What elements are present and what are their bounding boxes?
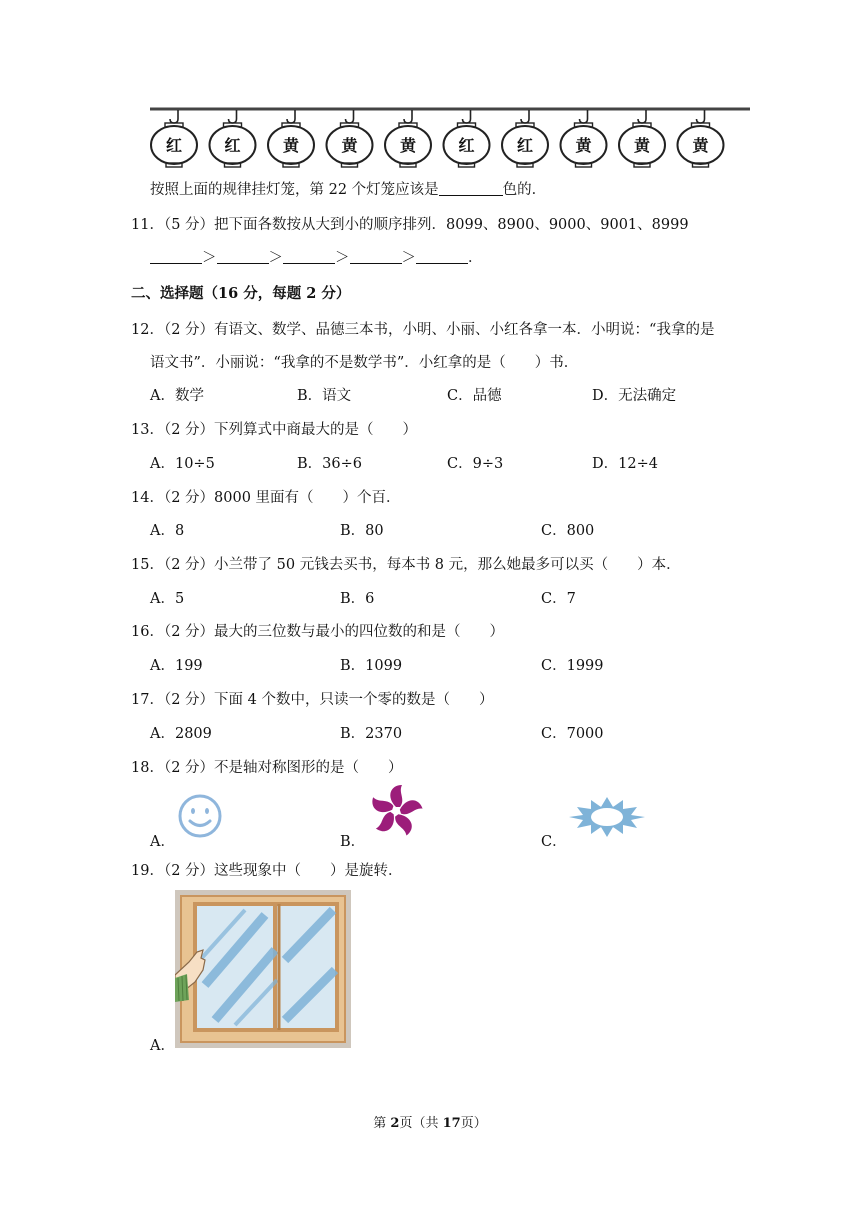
lantern	[385, 110, 431, 167]
option-b[interactable]: B．1099	[340, 658, 403, 674]
answer-blank[interactable]	[283, 249, 335, 265]
smiley-face-icon	[175, 793, 225, 839]
lantern-label: 黄	[399, 136, 417, 155]
option-c[interactable]: C．800	[541, 523, 595, 539]
question-14-stem: 14．（2 分）8000 里面有（ ）个百．	[131, 490, 401, 506]
lantern	[561, 110, 607, 167]
lantern	[502, 110, 548, 167]
lantern-row-image	[150, 105, 750, 175]
lantern-label: 红	[458, 136, 475, 155]
option-c[interactable]: C．7000	[541, 726, 604, 742]
option-c[interactable]: C．1999	[541, 658, 604, 674]
option-a[interactable]: A．2809	[150, 726, 212, 742]
option-b[interactable]: B．	[340, 834, 366, 850]
question-12-stem-line1: 12．（2 分）有语文、数学、品德三本书，小明、小丽、小红各拿一本．小明说：“我拿的是	[131, 322, 715, 338]
option-a[interactable]: A．数学	[150, 388, 204, 404]
lantern-label: 黄	[633, 136, 651, 155]
option-a[interactable]: A．5	[150, 591, 185, 607]
section-2-heading: 二、选择题（16 分，每题 2 分）	[131, 285, 351, 302]
question-11-blanks: ＞ ＞ ＞ ＞ ．	[150, 246, 483, 267]
lantern-label: 黄	[692, 136, 709, 155]
lantern	[151, 110, 197, 167]
option-d[interactable]: D．无法确定	[592, 388, 677, 404]
question-19-stem: 19．（2 分）这些现象中（ ）是旋转．	[131, 863, 403, 879]
option-c[interactable]: C．	[541, 834, 567, 850]
option-c[interactable]: C．7	[541, 591, 576, 607]
option-a[interactable]: A．8	[150, 523, 185, 539]
question-15-stem: 15．（2 分）小兰带了 50 元钱去买书，每本书 8 元，那么她最多可以买（ ）本．	[131, 557, 681, 573]
lantern-label: 黄	[282, 136, 300, 155]
option-d[interactable]: D．12÷4	[592, 456, 658, 472]
option-b[interactable]: B．36÷6	[297, 456, 362, 472]
lantern-label: 红	[516, 136, 534, 155]
option-a[interactable]: A．199	[150, 658, 203, 674]
q10-continuation: 按照上面的规律挂灯笼，第 22 个灯笼应该是 色的．	[150, 182, 547, 198]
option-b[interactable]: B．2370	[340, 726, 403, 742]
answer-blank[interactable]	[350, 249, 402, 265]
lantern	[619, 110, 665, 167]
question-13-stem: 13．（2 分）下列算式中商最大的是（ ）	[131, 422, 418, 438]
question-17-stem: 17．（2 分）下面 4 个数中，只读一个零的数是（ ）	[131, 692, 494, 708]
lantern-label: 黄	[575, 136, 592, 155]
option-b[interactable]: B．6	[340, 591, 375, 607]
answer-blank[interactable]	[217, 249, 269, 265]
option-a[interactable]: A．	[150, 834, 175, 850]
lantern	[210, 110, 256, 167]
lantern	[444, 110, 490, 167]
question-18-stem: 18．（2 分）不是轴对称图形的是（ ）	[131, 760, 403, 776]
lantern-label: 红	[224, 136, 241, 155]
option-a[interactable]: A．10÷5	[150, 456, 215, 472]
answer-blank[interactable]	[150, 249, 202, 265]
question-16-stem: 16．（2 分）最大的三位数与最小的四位数的和是（ ）	[131, 624, 505, 640]
question-11-stem: 11．（5 分）把下面各数按从大到小的顺序排列．8099、8900、9000、9001、8999	[131, 217, 689, 233]
sliding-window-image	[175, 890, 351, 1048]
question-12-stem-line2: 语文书”．小丽说：“我拿的不是数学书”．小红拿的是（ ）书．	[150, 355, 579, 371]
lantern	[678, 110, 724, 167]
answer-blank[interactable]	[439, 181, 503, 197]
page-footer: 第 2页（共 17页）	[373, 1116, 487, 1131]
option-c[interactable]: C．9÷3	[447, 456, 504, 472]
option-b[interactable]: B．语文	[297, 388, 352, 404]
option-c[interactable]: C．品德	[447, 388, 502, 404]
option-b[interactable]: B．80	[340, 523, 384, 539]
answer-blank[interactable]	[416, 249, 468, 265]
bauhinia-flower-icon	[367, 783, 425, 839]
sun-icon	[567, 795, 647, 839]
lantern-label: 黄	[341, 136, 358, 155]
lantern	[268, 110, 314, 167]
option-a[interactable]: A．	[150, 1038, 175, 1054]
lantern	[327, 110, 373, 167]
lantern-label: 红	[165, 136, 183, 155]
